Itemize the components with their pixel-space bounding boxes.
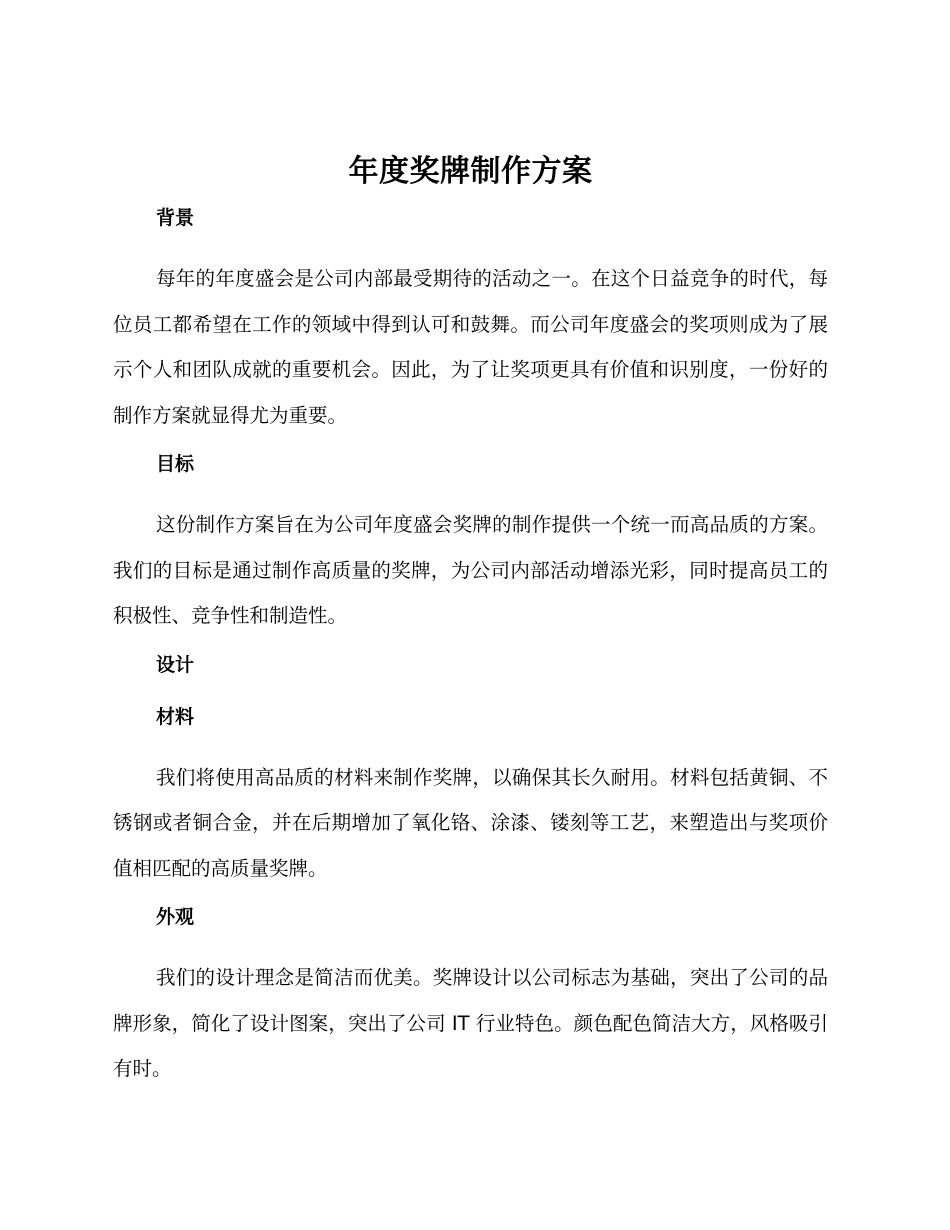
section-heading-design: 设计	[156, 653, 195, 676]
paragraph-appearance: 我们的设计理念是简洁而优美。奖牌设计以公司标志为基础，突出了公司的品牌形象，简化了设计图案，突出了公司 IT 行业特色。颜色配色简洁大方，风格吸引有时。	[113, 966, 828, 1080]
section-heading-background: 背景	[156, 207, 195, 229]
paragraph-background: 每年的年度盛会是公司内部最受期待的活动之一。在这个日益竞争的时代，每位员工都希望在工作的领域中得到认可和鼓舞。而公司年度盛会的奖项则成为了展示个人和团队成就的重要机会。因此，为了让奖项更具有价值和识别度，一份好的制作方案就显得尤为重要。	[113, 267, 828, 427]
section-heading-goal: 目标	[156, 453, 195, 475]
paragraph-goal: 这份制作方案旨在为公司年度盛会奖牌的制作提供一个统一而高品质的方案。我们的目标是通过制作高质量的奖牌，为公司内部活动增添光彩，同时提高员工的积极性、竞争性和制造性。	[113, 513, 828, 627]
paragraph-material: 我们将使用高品质的材料来制作奖牌，以确保其长久耐用。材料包括黄铜、不锈钢或者铜合金，并在后期增加了氧化铬、涂漆、镂刻等工艺，来塑造出与奖项价值相匹配的高质量奖牌。	[113, 765, 828, 880]
section-heading-appearance: 外观	[156, 906, 195, 928]
section-heading-material: 材料	[156, 705, 195, 728]
document-title: 年度奖牌制作方案	[348, 154, 593, 189]
